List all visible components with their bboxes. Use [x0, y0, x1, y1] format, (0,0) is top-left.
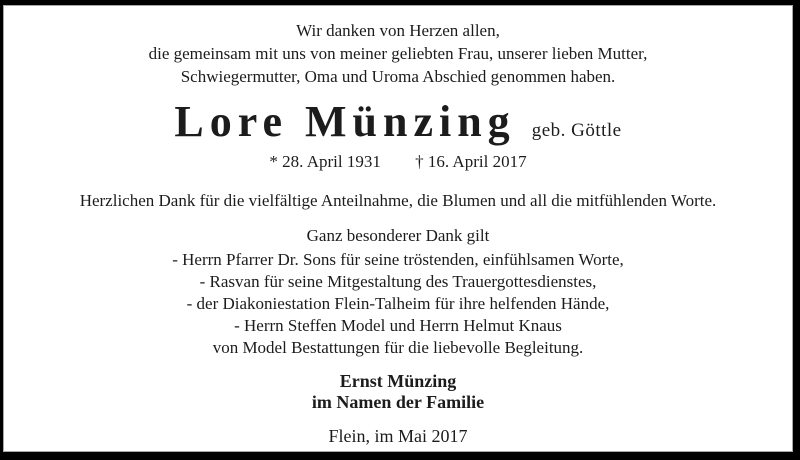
thanks-list-item-3: - der Diakoniestation Flein-Talheim für ihre helfenden Hände,	[186, 294, 610, 313]
special-thanks-heading: Ganz besonderer Dank gilt	[306, 226, 490, 245]
thanks-line: Herzlichen Dank für die vielfältige Anteilnahme, die Blumen und all die mitfühlenden Worte.	[79, 191, 717, 210]
deceased-name: Lore Münzing	[174, 97, 516, 146]
thanks-list	[3, 249, 793, 359]
thanks-list-item-4: - Herrn Steffen Model und Herrn Helmut Knaus	[234, 316, 562, 335]
intro-line-2: die gemeinsam mit uns von meiner geliebten Frau, unserer lieben Mutter,	[148, 44, 648, 63]
intro-line-3: Schwiegermutter, Oma und Uroma Abschied genommen haben.	[180, 67, 616, 86]
intro-line-1: Wir danken von Herzen allen,	[296, 21, 500, 40]
signature-name: Ernst Münzing	[339, 371, 457, 391]
birth-date: * 28. April 1931	[269, 152, 381, 171]
thanks-list-item-1: - Herrn Pfarrer Dr. Sons für seine tröstenden, einfühlsamen Worte,	[172, 250, 624, 269]
thanks-list-item-5: von Model Bestattungen für die liebevolle Begleitung.	[212, 338, 584, 357]
signature-family: im Namen der Familie	[311, 392, 485, 412]
maiden-name: geb. Göttle	[531, 120, 622, 141]
thanks-list-item-2: - Rasvan für seine Mitgestaltung des Trauergottesdienstes,	[199, 272, 597, 291]
deceased-name-row	[3, 98, 793, 146]
obituary-content	[3, 5, 793, 452]
place-date: Flein, im Mai 2017	[328, 426, 468, 446]
life-dates	[3, 151, 793, 172]
signature-block	[3, 371, 793, 413]
death-date: † 16. April 2017	[415, 152, 527, 171]
intro-paragraph	[3, 19, 793, 88]
